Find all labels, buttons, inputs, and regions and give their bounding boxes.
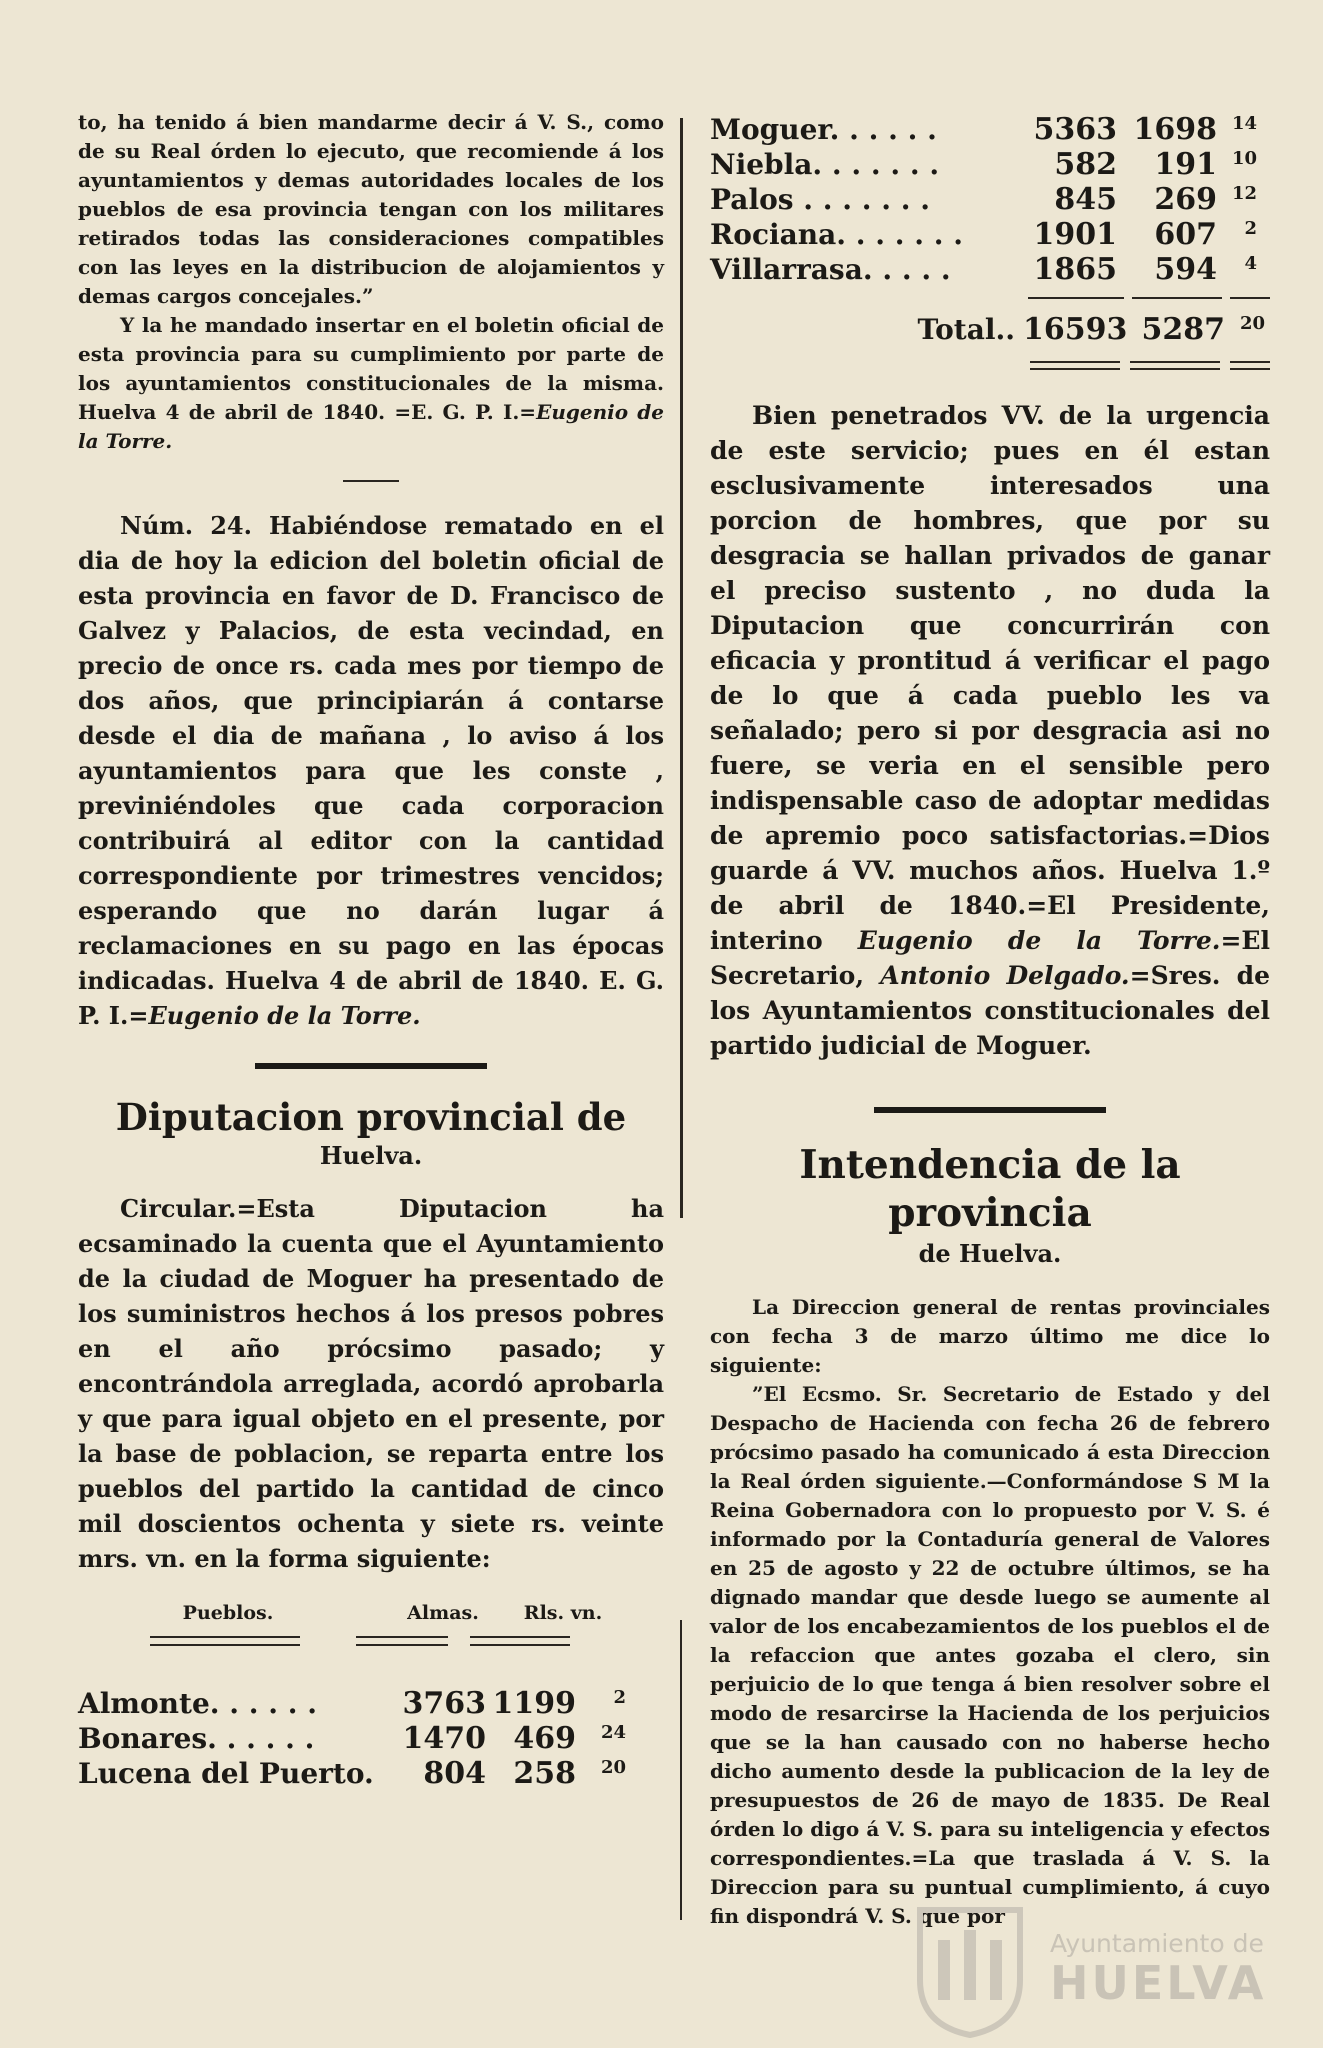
row-rls: 258: [513, 1756, 576, 1791]
row-mrs: 2: [1244, 218, 1257, 239]
section-heading-diputacion: Diputacion provincial de: [115, 1095, 627, 1139]
notice-24-signature: Eugenio de la Torre.: [148, 1001, 421, 1030]
column-divider-lower: [680, 1620, 682, 1920]
row-pueblo: Rociana. . . . . . .: [710, 218, 963, 251]
table-row: [710, 252, 1270, 287]
section-divider: [343, 480, 399, 482]
row-pueblo: Palos . . . . . . .: [710, 183, 930, 216]
row-pueblo: Moguer. . . . . .: [710, 113, 937, 146]
row-almas: 1865: [1033, 252, 1117, 287]
notice-24: [78, 508, 664, 1033]
table-row: [710, 112, 1270, 147]
table-header-rules: [78, 1636, 664, 1646]
column-header-pueblos: Pueblos.: [182, 1602, 274, 1624]
column-header-almas: Almas.: [407, 1602, 479, 1624]
circular-paragraph: Circular.=Esta Diputacion ha ecsaminado la cuenta que el Ayuntamiento de la ciudad de Moguer ha presentado de los suministros hechos á los presos pobres en el año prócsimo pasado; y encontrándola arreglada, acordó aprobarla y que para igual objeto en el presente, por la base de poblacion, se reparta entre los pueblos del partido la cantidad de cinco mil doscientos ochenta y siete rs. veinte mrs. vn. en la forma siguiente:: [78, 1194, 664, 1573]
section-subheading-de-huelva: de Huelva.: [918, 1239, 1062, 1268]
row-almas: 582: [1054, 147, 1117, 182]
table-row: [78, 1686, 664, 1721]
table-total-row: [710, 312, 1270, 347]
ayuntamiento-logo-watermark: [910, 1900, 1030, 2040]
row-rls: 191: [1154, 147, 1217, 182]
table-header: [78, 1602, 664, 1624]
closing-signature-secretario: Antonio Delgado.: [880, 961, 1130, 990]
row-mrs: 12: [1231, 183, 1257, 204]
row-rls: 594: [1154, 252, 1217, 287]
row-mrs: 2: [613, 1687, 626, 1708]
table-row: [710, 182, 1270, 217]
watermark-line-2: HUELVA: [1050, 1956, 1267, 2010]
row-almas: 804: [423, 1756, 486, 1791]
intendencia-intro-paragraph: La Direccion general de rentas provinciales con fecha 3 de marzo último me dice lo siguiente:: [710, 1295, 1270, 1377]
diputacion-closing-paragraph: [710, 398, 1270, 1063]
row-pueblo: Bonares. . . . . .: [78, 1722, 315, 1755]
row-rls: 269: [1154, 182, 1217, 217]
left-paragraph-1: to, ha tenido á bien mandarme decir á V. S., como de su Real órden lo ejecuto, que recomiende á los ayuntamientos y demas autoridades locales de los pueblos de esa provincia tengan con los militares retirados todas las consideraciones compatibles con las leyes en la distribucion de alojamientos y demas cargos concejales.”: [78, 110, 664, 308]
closing-signature-presidente: Eugenio de la Torre.: [857, 926, 1221, 955]
row-almas: 5363: [1033, 112, 1117, 147]
section-divider-thick: [874, 1107, 1106, 1113]
row-rls: 607: [1154, 217, 1217, 252]
row-mrs: 4: [1244, 253, 1257, 274]
left-paragraph-2: [78, 311, 664, 456]
left-column: [78, 108, 664, 1791]
row-almas: 1901: [1033, 217, 1117, 252]
column-divider: [680, 118, 683, 1218]
total-label: Total..: [917, 313, 1015, 346]
distribution-table-right: [710, 112, 1270, 370]
row-pueblo: Almonte. . . . . .: [78, 1687, 317, 1720]
total-mrs: 20: [1239, 313, 1265, 334]
total-almas: 16593: [1023, 312, 1128, 347]
row-rls: 1199: [492, 1686, 576, 1721]
closing-text-a: Bien penetrados VV. de la urgencia de este servicio; pues en él estan esclusivamente interesados una porcion de hombres, que por su desgracia se hallan privados de ganar el preciso sustento , no duda la Diputacion que concurrirán con eficacia y prontitud á verificar el pago de lo que á cada pueblo les va señalado; pero si por desgracia asi no fuere, se veria en el sensible pero indispensable caso de adoptar medidas de apremio poco satisfactorias.=Dios guarde á VV. muchos años. Huelva 1.º de abril de 1840.=El Presidente, interino: [710, 401, 1270, 955]
notice-24-text: Núm. 24. Habiéndose rematado en el dia de hoy la edicion del boletin oficial de esta provincia en favor de D. Francisco de Galvez y Palacios, de esta vecindad, en precio de once rs. cada mes por tiempo de dos años, que principiarán á contarse desde el dia de mañana , lo aviso á los ayuntamientos para que les conste , previniéndoles que cada corporacion contribuirá al editor con la cantidad correspondiente por trimestres vencidos; esperando que no darán lugar á reclamaciones en su pago en las épocas indicadas. Huelva 4 de abril de 1840. E. G. P. I.=: [78, 511, 664, 1030]
total-rules: [710, 297, 1270, 302]
intendencia-order-paragraph: ”El Ecsmo. Sr. Secretario de Estado y del Despacho de Hacienda con fecha 26 de febrero prócsimo pasado ha comunicado á esta Direccion la Real órden siguiente.—Conformándose S M la Reina Gobernadora con lo propuesto por V. S. é informado por la Contaduría general de Valores en 25 de agosto y 22 de octubre últimos, se ha dignado mandar que desde luego se aumente al valor de los encabezamientos de los pueblos el de la refaccion que antes gozaba el clero, sin perjuicio de lo que tenga á bien resolver sobre el modo de resarcirse la Hacienda de los perjuicios que se la han causado con no haberse hecho dicho aumento desde la publicacion de la ley de presupuestos de 26 de mayo de 1835. De Real órden lo digo á V. S. para su inteligencia y efectos correspondientes.=La que traslada á V. S. la Direccion para su puntual cumplimiento, á cuyo fin dispondrá V. S. que por: [710, 1382, 1270, 1928]
row-mrs: 14: [1231, 113, 1257, 134]
section-heading-intendencia: Intendencia de la provincia: [799, 1142, 1181, 1236]
table-row: [78, 1756, 664, 1791]
ayuntamiento-watermark: [1050, 1930, 1266, 2008]
distribution-table-left: [78, 1686, 664, 1791]
total-double-rules: [710, 361, 1270, 370]
column-header-rls: Rls. vn.: [523, 1602, 603, 1624]
row-mrs: 24: [600, 1722, 626, 1743]
section-divider-thick: [255, 1063, 487, 1069]
section-subheading-huelva: Huelva.: [319, 1141, 423, 1170]
row-pueblo: Lucena del Puerto.: [78, 1757, 374, 1790]
row-almas: 845: [1054, 182, 1117, 217]
row-pueblo: Niebla. . . . . . .: [710, 148, 940, 181]
row-mrs: 10: [1231, 148, 1257, 169]
left-paragraph-2-signature: Eugenio de la Torre.: [78, 400, 664, 453]
closing-text-b: =El Secretario,: [710, 926, 1270, 990]
left-paragraph-2-text: Y la he mandado insertar en el boletin oficial de esta provincia para su cumplimiento por parte de los ayuntamientos constitucionales de la misma. Huelva 4 de abril de 1840. =E. G. P. I.=: [78, 313, 664, 424]
row-pueblo: Villarrasa. . . . .: [710, 253, 951, 286]
table-row: [78, 1721, 664, 1756]
table-row: [710, 217, 1270, 252]
closing-text-c: =Sres. de los Ayuntamientos constitucionales del partido judicial de Moguer.: [710, 961, 1270, 1060]
right-column: [710, 112, 1270, 1931]
total-rls: 5287: [1141, 312, 1225, 347]
row-rls: 469: [513, 1721, 576, 1756]
row-mrs: 20: [600, 1757, 626, 1778]
row-almas: 1470: [402, 1721, 486, 1756]
table-row: [710, 147, 1270, 182]
row-rls: 1698: [1133, 112, 1217, 147]
watermark-line-1: Ayuntamiento de: [1050, 1929, 1264, 1958]
row-almas: 3763: [402, 1686, 486, 1721]
